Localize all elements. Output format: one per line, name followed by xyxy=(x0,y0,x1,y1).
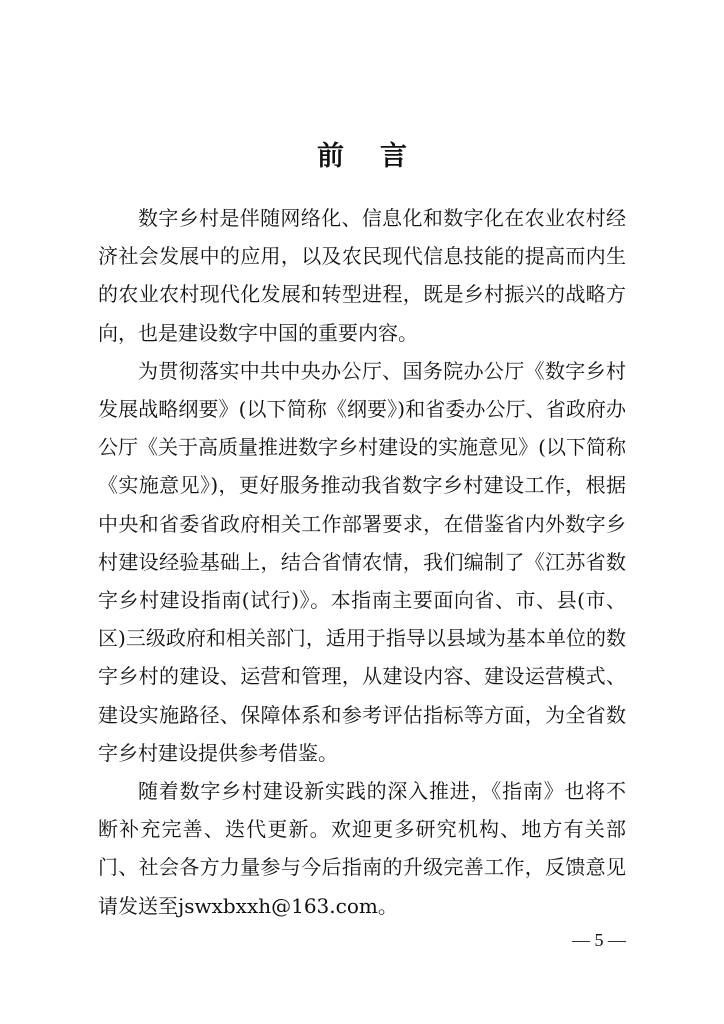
page-title: 前言 xyxy=(317,141,443,172)
page-number: — 5 — xyxy=(572,930,626,950)
paragraph-2: 为贯彻落实中共中央办公厅、国务院办公厅《数字乡村发展战略纲要》(以下简称《纲要》)和省委办公厅、省政府办公厅《关于高质量推进数字乡村建设的实施意见》(以下简称《实施意见》)，更好服务推动我省数字乡村建设工作，根据中央和省委省政府相关工作部署要求，在借鉴省内外数字乡村建设经验基础上，结合省情农情，我们编制了《江苏省数字乡村建设指南(试行)》。本指南主要面向省、市、县(市、区)三级政府和相关部门，适用于指导以县域为基本单位的数字乡村的建设、运营和管理，从建设内容、建设运营模式、建设实施路径、保障体系和参考评估指标等方面，为全省数字乡村建设提供参考借鉴。 xyxy=(98,358,626,765)
paragraph-3: 随着数字乡村建设新实践的深入推进，《指南》也将不断补充完善、迭代更新。欢迎更多研究机构、地方有关部门、社会各方力量参与今后指南的升级完善工作，反馈意见请发送至jswxbxxh@163.com。 xyxy=(98,779,626,918)
paragraph-1: 数字乡村是伴随网络化、信息化和数字化在农业农村经济社会发展中的应用，以及农民现代信息技能的提高而内生的农业农村现代化发展和转型进程，既是乡村振兴的战略方向，也是建设数字中国的重要内容。 xyxy=(98,206,626,345)
body-text xyxy=(98,199,626,925)
